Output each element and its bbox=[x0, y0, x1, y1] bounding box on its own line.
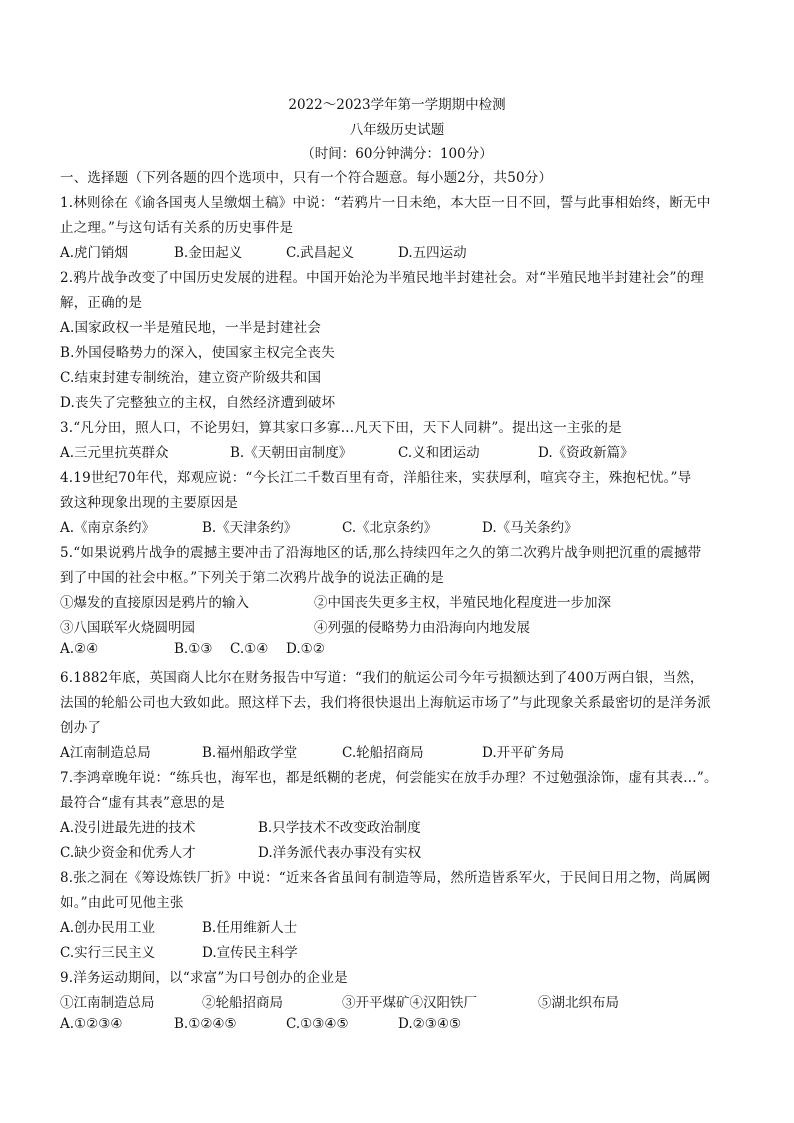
question-7-option-b: B.只学技术不改变政治制度 bbox=[258, 820, 421, 836]
exam-term-title: 2022～2023学年第一学期期中检测 bbox=[288, 97, 506, 113]
question-4-option-a: A.《南京条约》 bbox=[60, 520, 156, 536]
question-5-option-a: A.②④ bbox=[60, 641, 99, 657]
question-8-option-b: B.任用维新人士 bbox=[202, 920, 298, 936]
question-1-option-a: A.虎门销烟 bbox=[60, 245, 129, 261]
question-8-option-c: C.实行三民主义 bbox=[60, 945, 156, 961]
question-6-stem-line-2: 法国的轮船公司也大致如此。照这样下去，我们将很快退出上海航运市场了”与此现象关系最密切的是洋务派 bbox=[60, 695, 711, 711]
question-2-option-c: C.结束封建专制统治，建立资产阶级共和国 bbox=[60, 370, 322, 386]
question-9-option-c: C.①③④⑤ bbox=[286, 1016, 349, 1032]
question-4-stem-line-2: 致这种现象出现的主要原因是 bbox=[60, 495, 239, 511]
question-9-option-d: D.②③④⑤ bbox=[398, 1016, 462, 1032]
question-4-option-c: C.《北京条约》 bbox=[342, 520, 438, 536]
question-1-option-d: D.五四运动 bbox=[398, 245, 467, 261]
question-6-option-d: D.开平矿务局 bbox=[482, 745, 565, 761]
question-1-option-c: C.武昌起义 bbox=[286, 245, 355, 261]
question-9-option-b: B.①②④⑤ bbox=[174, 1016, 237, 1032]
question-7-stem-line-2: 最符合“虚有其表”意思的是 bbox=[60, 795, 225, 811]
question-1-stem-line-2: 止之理。”与这句话有关系的历史事件是 bbox=[60, 220, 294, 236]
question-5-option-c: C.①④ bbox=[230, 641, 269, 657]
question-7-option-a: A.没引进最先进的技术 bbox=[60, 820, 196, 836]
question-6-stem-line-1: 6.1882年底，英国商人比尔在财务报告中写道：“我们的航运公司今年亏损额达到了400万两白银，当然， bbox=[60, 670, 704, 686]
question-6-option-b: B.福州船政学堂 bbox=[202, 745, 298, 761]
question-9-item-2: ②轮船招商局 bbox=[202, 995, 283, 1011]
question-4-stem-line-1: 4.19世纪70年代，郑观应说：“今长江二千数百里有奇，洋船往来，实获厚利，喧宾夺主，殊抱杞忧。”导 bbox=[60, 470, 692, 486]
question-5-item-2: ②中国丧失更多主权，半殖民地化程度进一步加深 bbox=[314, 595, 611, 611]
question-6-option-a: A江南制造总局 bbox=[60, 745, 151, 761]
question-9-stem-line-1: 9.洋务运动期间，以“求富”为口号创办的企业是 bbox=[60, 970, 348, 986]
question-7-option-c: C.缺少资金和优秀人才 bbox=[60, 845, 196, 861]
question-8-option-a: A.创办民用工业 bbox=[60, 920, 156, 936]
question-3-option-a: A.三元里抗英群众 bbox=[60, 445, 169, 461]
question-5-item-1: ①爆发的直接原因是鸦片的输入 bbox=[60, 595, 249, 611]
question-2-stem-line-2: 解，正确的是 bbox=[60, 295, 143, 311]
question-8-stem-line-1: 8.张之洞在《筹设炼铁厂折》中说：“近来各省虽间有制造等局，然所造皆系军火，于民间日用之物，尚属阙 bbox=[60, 870, 711, 886]
question-1-stem-line-1: 1.林则徐在《谕各国夷人呈缴烟土稿》中说：“若鸦片一日未绝，本大臣一日不回，誓与此事相始终，断无中 bbox=[60, 195, 711, 211]
question-9-item-3-4: ③开平煤矿④汉阳铁厂 bbox=[342, 995, 477, 1011]
question-9-option-a: A.①②③④ bbox=[60, 1016, 123, 1032]
question-2-option-d: D.丧失了完整独立的主权，自然经济遭到破坏 bbox=[60, 395, 336, 411]
question-6-stem-line-3: 创办了 bbox=[60, 720, 102, 736]
question-5-stem-line-1: 5.“如果说鸦片战争的震撼主要冲击了沿海地区的话,那么持续四年之久的第二次鸦片战争则把沉重的震撼带 bbox=[60, 545, 702, 561]
question-9-item-5: ⑤湖北织布局 bbox=[538, 995, 619, 1011]
question-1-option-b: B.金田起义 bbox=[174, 245, 243, 261]
question-7-option-d: D.洋务派代表办事没有实权 bbox=[258, 845, 422, 861]
question-8-stem-line-2: 如。”由此可见他主张 bbox=[60, 895, 184, 911]
question-2-option-a: A.国家政权一半是殖民地，一半是封建社会 bbox=[60, 320, 322, 336]
exam-subject-title: 八年级历史试题 bbox=[349, 122, 445, 138]
question-6-option-c: C.轮船招商局 bbox=[342, 745, 424, 761]
question-9-item-1: ①江南制造总局 bbox=[60, 995, 155, 1011]
question-2-option-b: B.外国侵略势力的深入，使国家主权完全丧失 bbox=[60, 345, 335, 361]
section-heading: 一、选择题（下列各题的四个选项中，只有一个符合题意。每小题2分，共50分） bbox=[60, 170, 553, 186]
question-3-option-d: D.《资政新篇》 bbox=[538, 445, 634, 461]
question-4-option-d: D.《马关条约》 bbox=[482, 520, 578, 536]
question-8-option-d: D.宣传民主科学 bbox=[202, 945, 298, 961]
question-2-stem-line-1: 2.鸦片战争改变了中国历史发展的进程。中国开始沦为半殖民地半封建社会。对“半殖民地半封建社会”的理 bbox=[60, 270, 704, 286]
question-5-option-d: D.①② bbox=[286, 641, 325, 657]
exam-time-info: （时间：60分钟满分：100分） bbox=[301, 146, 493, 162]
question-3-option-c: C.义和团运动 bbox=[398, 445, 480, 461]
question-5-option-b: B.①③ bbox=[174, 641, 213, 657]
question-7-stem-line-1: 7.李鸿章晚年说：“练兵也，海军也，都是纸糊的老虎，何尝能实在放手办理？不过勉强涂饰，虚有其表…”。 bbox=[60, 770, 718, 786]
question-3-option-b: B.《天朝田亩制度》 bbox=[230, 445, 353, 461]
question-5-stem-line-2: 到了中国的社会中枢。”下列关于第二次鸦片战争的说法正确的是 bbox=[60, 570, 444, 586]
question-5-item-4: ④列强的侵略势力由沿海向内地发展 bbox=[314, 620, 530, 636]
question-3-stem-line-1: 3.“凡分田，照人口，不论男妇，算其家口多寡…凡天下田，天下人同耕”。提出这一主张的是 bbox=[60, 420, 622, 436]
question-5-item-3: ③八国联军火烧圆明园 bbox=[60, 620, 195, 636]
question-4-option-b: B.《天津条约》 bbox=[202, 520, 298, 536]
